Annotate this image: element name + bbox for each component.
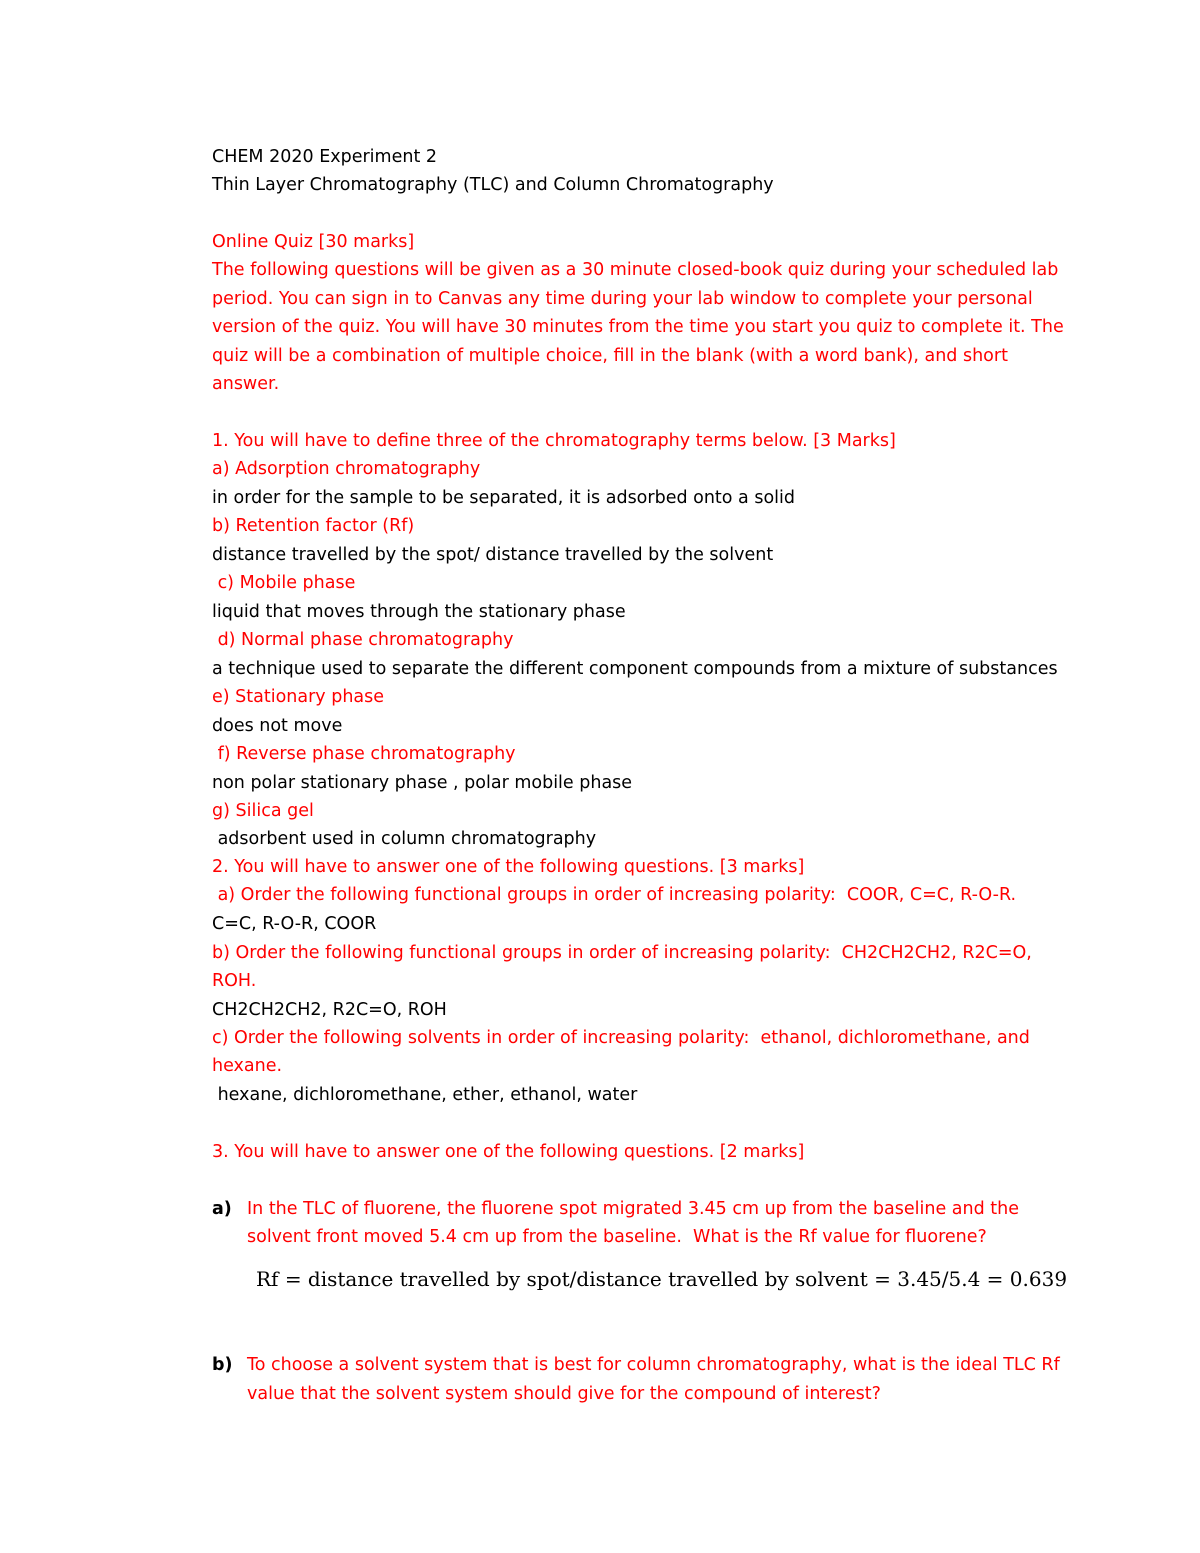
quiz-heading: Online Quiz [30 marks] (212, 232, 415, 252)
intro-line-3: version of the quiz. You will have 30 minutes from the time you start you quiz to complete it. The (212, 317, 1064, 337)
q3-a-line-1: In the TLC of fluorene, the fluorene spot migrated 3.45 cm up from the baseline and the (247, 1199, 1019, 1219)
q3-prompt: 3. You will have to answer one of the following questions. [2 marks] (212, 1142, 805, 1162)
intro-line-1: The following questions will be given as a 30 minute closed-book quiz during your scheduled lab (212, 260, 1059, 280)
q1-term-e: e) Stationary phase (212, 687, 385, 707)
rf-formula: Rf = distance travelled by spot/distance travelled by solvent = 3.45/5.4 = 0.639 (256, 1267, 1068, 1291)
q1-term-c: c) Mobile phase (212, 573, 356, 593)
q3-b-label: b) (212, 1355, 233, 1375)
q1-answer-a: in order for the sample to be separated, it is adsorbed onto a solid (212, 488, 796, 508)
intro-line-4: quiz will be a combination of multiple choice, fill in the blank (with a word bank), and short (212, 346, 1008, 366)
q2-a-question: a) Order the following functional groups in order of increasing polarity: COOR, C=C, R-O-R. (212, 885, 1017, 905)
q1-answer-f: non polar stationary phase , polar mobile phase (212, 773, 633, 793)
q2-b-answer: CH2CH2CH2, R2C=O, ROH (212, 1000, 447, 1020)
q2-b-question-line-1: b) Order the following functional groups in order of increasing polarity: CH2CH2CH2, R2C=O, (212, 943, 1032, 963)
q3-a-label: a) (212, 1199, 232, 1219)
document-title: Thin Layer Chromatography (TLC) and Column Chromatography (212, 175, 774, 195)
q1-answer-d: a technique used to separate the different component compounds from a mixture of substances (212, 659, 1058, 679)
q1-answer-b: distance travelled by the spot/ distance travelled by the solvent (212, 545, 774, 565)
q3-b-line-2: value that the solvent system should give for the compound of interest? (247, 1384, 881, 1404)
q3-a-line-2: solvent front moved 5.4 cm up from the baseline. What is the Rf value for fluorene? (247, 1227, 987, 1247)
q1-term-b: b) Retention factor (Rf) (212, 516, 415, 536)
q1-prompt: 1. You will have to define three of the chromatography terms below. [3 Marks] (212, 431, 896, 451)
q1-term-a: a) Adsorption chromatography (212, 459, 481, 479)
course-heading: CHEM 2020 Experiment 2 (212, 147, 438, 167)
q2-c-question-line-2: hexane. (212, 1056, 283, 1076)
q2-a-answer: C=C, R-O-R, COOR (212, 914, 377, 934)
q2-prompt: 2. You will have to answer one of the following questions. [3 marks] (212, 857, 805, 877)
q1-term-g: g) Silica gel (212, 801, 314, 821)
q1-term-d: d) Normal phase chromatography (212, 630, 514, 650)
q2-c-question-line-1: c) Order the following solvents in order of increasing polarity: ethanol, dichloromethane, and (212, 1028, 1030, 1048)
intro-line-2: period. You can sign in to Canvas any time during your lab window to complete your personal (212, 289, 1033, 309)
q2-b-question-line-2: ROH. (212, 971, 257, 991)
q1-term-f: f) Reverse phase chromatography (212, 744, 516, 764)
intro-line-5: answer. (212, 374, 280, 394)
q1-answer-c: liquid that moves through the stationary phase (212, 602, 626, 622)
q1-answer-e: does not move (212, 716, 343, 736)
q2-c-answer: hexane, dichloromethane, ether, ethanol, water (212, 1085, 638, 1105)
q3-b-line-1: To choose a solvent system that is best for column chromatography, what is the ideal TLC Rf (247, 1355, 1060, 1375)
q1-answer-g: adsorbent used in column chromatography (212, 829, 597, 849)
